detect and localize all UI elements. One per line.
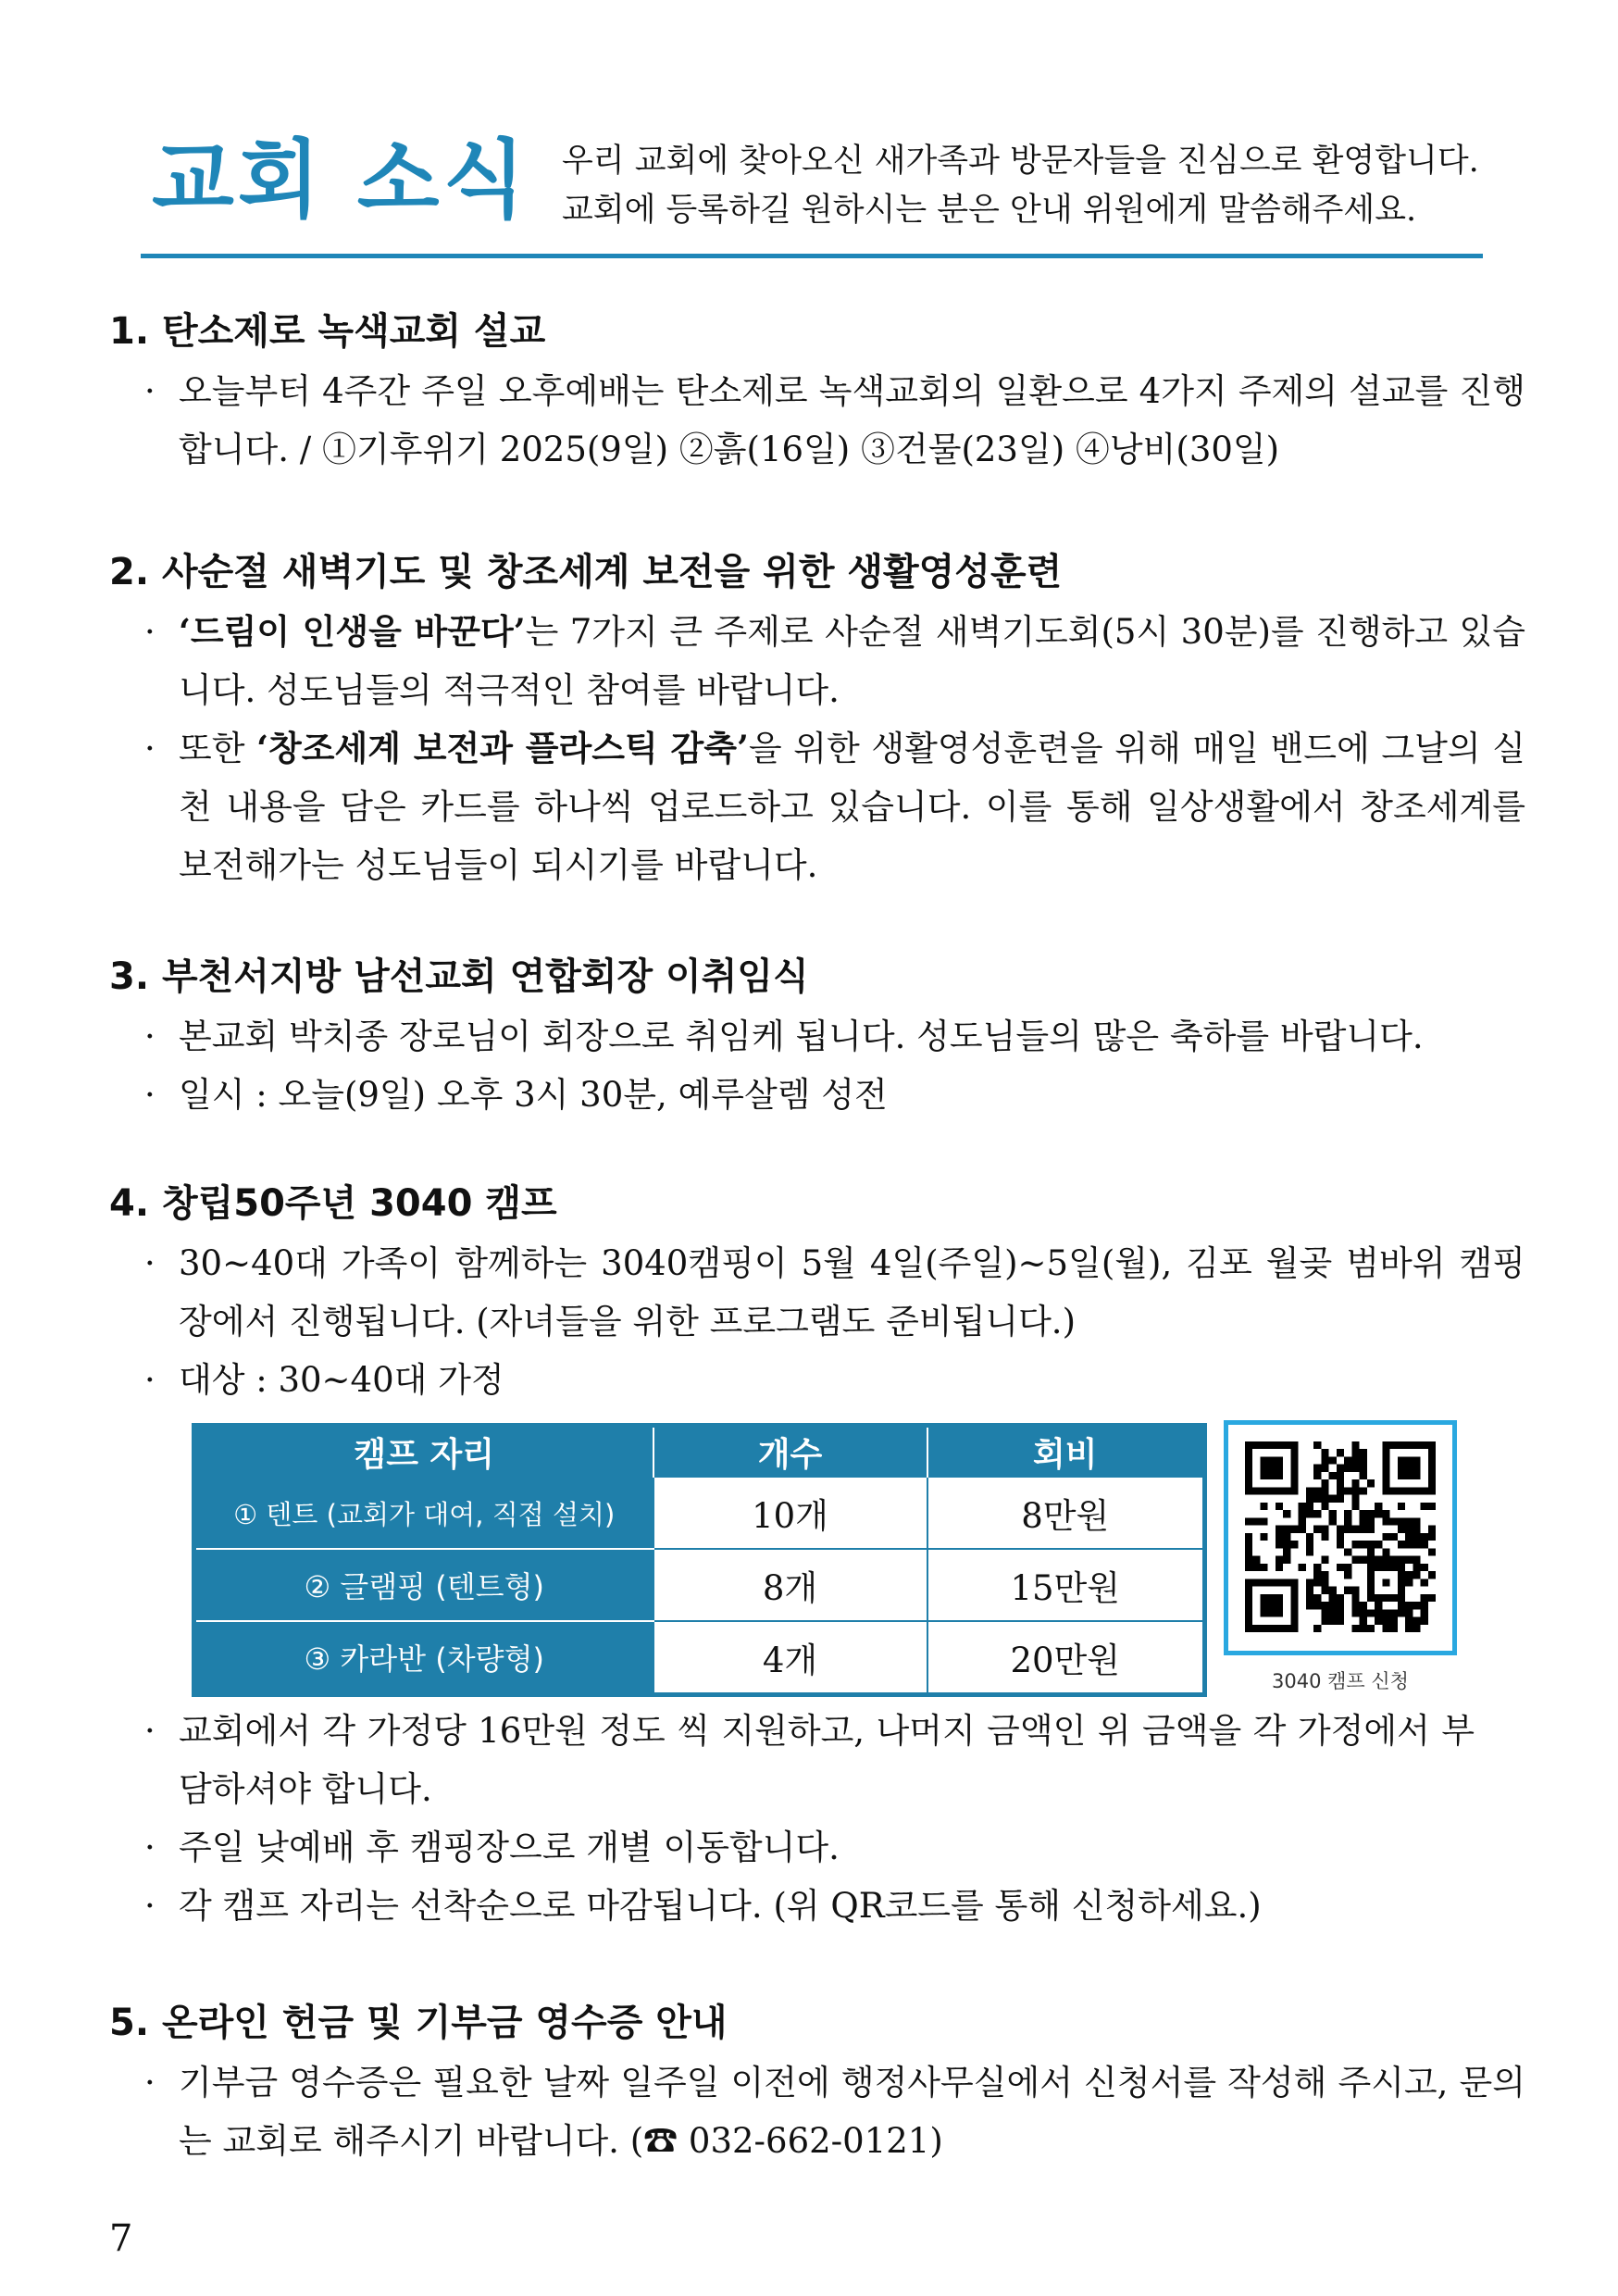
page-title: 교회 소식 [152, 131, 529, 230]
list-item: · ‘드림이 인생을 바꾼다’는 7가지 큰 주제로 사순절 새벽기도회(5시 30분)를 진행하고 있습니다. 성도님들의 적극적인 참여를 바랍니다. [144, 611, 1525, 710]
fee-cell: 20만원 [927, 1621, 1205, 1695]
list-item: · 또한 ‘창조세계 보전과 플라스틱 감축’을 위한 생활영성훈련을 위해 매일 밴드에 그날의 실천 내용을 담은 카드를 하나씩 업로드하고 있습니다. 이를 통해 일상생활에서 창조세계를 보전해가는 성도님들이 되시기를 바랍니다. [144, 728, 1525, 885]
welcome-line-1: 우리 교회에 찾아오신 새가족과 방문자들을 진심으로 환영합니다. [562, 143, 1479, 180]
section-donation-receipt [109, 2000, 1525, 2170]
list-item: · 오늘부터 4주간 주일 오후예배는 탄소제로 녹색교회의 일환으로 4가지 주제의 설교를 진행합니다. / ①기후위기 2025(9일) ②흙(16일) ③건물(23일) ④낭비(30일) [144, 371, 1525, 469]
seat-cell: ② 글램핑 (텐트형) [194, 1549, 653, 1621]
qr-code-icon[interactable] [1224, 1420, 1457, 1655]
header-divider [141, 254, 1483, 258]
section-installation [109, 954, 1525, 1124]
count-cell: 8개 [653, 1549, 927, 1621]
list-item: · 교회에서 각 가정당 16만원 정도 씩 지원하고, 나머지 금액인 위 금액을 각 가정에서 부담하셔야 합니다. [144, 1711, 1475, 1809]
seat-cell: ③ 카라반 (차량형) [194, 1621, 653, 1695]
fee-cell: 8만원 [927, 1477, 1205, 1549]
list-item: · 일시 : 오늘(9일) 오후 3시 30분, 예루살렘 성전 [144, 1075, 888, 1115]
qr-caption: 3040 캠프 신청 [1272, 1670, 1409, 1692]
column-header-seat: 캠프 자리 [194, 1426, 653, 1478]
page-header [141, 130, 1483, 259]
list-item: · 주일 낮예배 후 캠핑장으로 개별 이동합니다. [144, 1828, 840, 1867]
fee-cell: 15만원 [927, 1549, 1205, 1621]
list-item: · 대상 : 30~40대 가정 [144, 1360, 504, 1400]
list-item: · 기부금 영수증은 필요한 날짜 일주일 이전에 행정사무실에서 신청서를 작성해 주시고, 문의는 교회로 해주시기 바랍니다. (☎ 032-662-0121) [144, 2063, 1525, 2161]
column-header-count: 개수 [653, 1426, 927, 1478]
count-cell: 4개 [653, 1621, 927, 1695]
table-row [194, 1477, 1205, 1549]
section-title: 1. 탄소제로 녹색교회 설교 [109, 310, 546, 353]
section-title: 2. 사순절 새벽기도 및 창조세계 보전을 위한 생활영성훈련 [109, 551, 1063, 593]
table-row [194, 1621, 1205, 1695]
camp-fee-table [192, 1423, 1207, 1697]
table-header-row [194, 1426, 1205, 1478]
qr-code-graphic [1245, 1441, 1436, 1632]
list-item: · 30~40대 가족이 함께하는 3040캠핑이 5월 4일(주일)~5일(월), 김포 월곶 범바위 캠핑장에서 진행됩니다. (자녀들을 위한 프로그램도 준비됩니다.) [144, 1243, 1525, 1341]
section-lent-prayer [109, 549, 1525, 894]
section-title: 5. 온라인 헌금 및 기부금 영수증 안내 [109, 2002, 728, 2044]
section-title: 3. 부천서지방 남선교회 연합회장 이취임식 [109, 955, 809, 998]
seat-cell: ① 텐트 (교회가 대여, 직접 설치) [194, 1477, 653, 1549]
count-cell: 10개 [653, 1477, 927, 1549]
section-3040-camp-notes [109, 1702, 1525, 1935]
section-title: 4. 창립50주년 3040 캠프 [109, 1182, 557, 1225]
page-number: 7 [109, 2217, 133, 2260]
welcome-message [562, 137, 1479, 235]
table-row [194, 1549, 1205, 1621]
welcome-line-2: 교회에 등록하길 원하시는 분은 안내 위원에게 말씀해주세요. [562, 192, 1417, 229]
list-item: · 본교회 박치종 장로님이 회장으로 취임케 됩니다. 성도님들의 많은 축하를 바랍니다. [144, 1017, 1424, 1056]
list-item: · 각 캠프 자리는 선착순으로 마감됩니다. (위 QR코드를 통해 신청하세요.) [144, 1886, 1262, 1926]
section-green-church [109, 308, 1525, 479]
section-3040-camp [109, 1180, 1525, 1409]
column-header-fee: 회비 [927, 1426, 1205, 1478]
